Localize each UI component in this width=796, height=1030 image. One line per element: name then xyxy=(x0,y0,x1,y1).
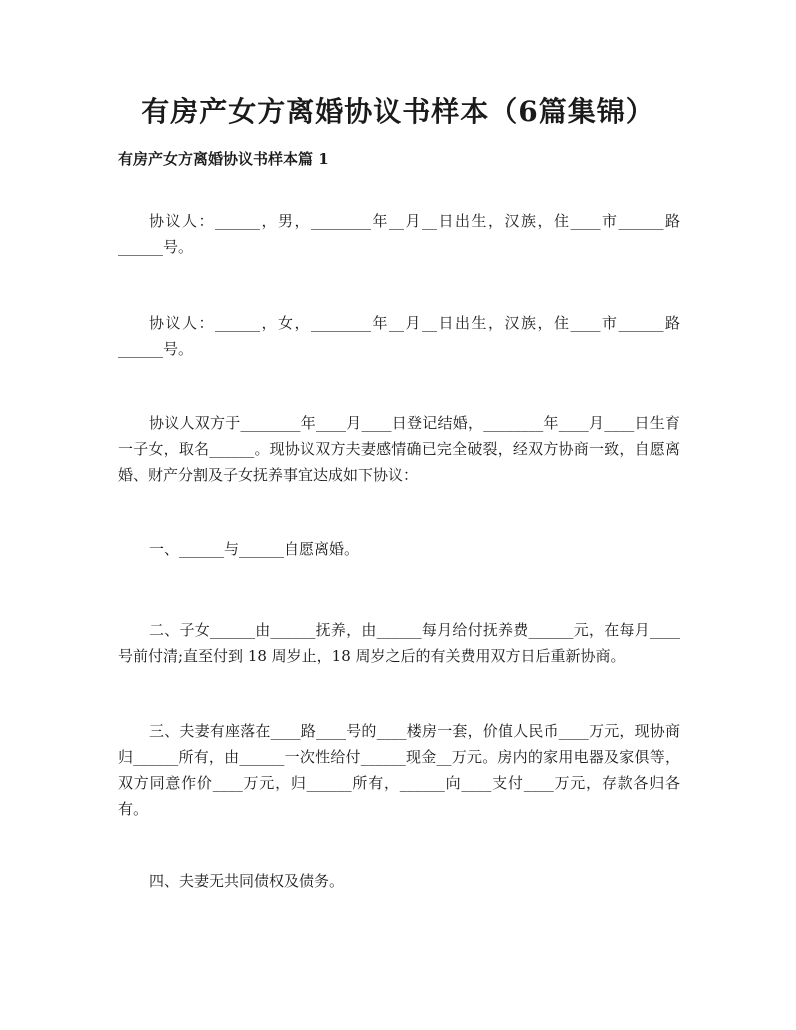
paragraph-clause-divorce: 一、______与______自愿离婚。 xyxy=(149,540,360,558)
section-heading: 有房产女方离婚协议书样本篇 1 xyxy=(118,150,329,168)
paragraph-clause-property: 三、夫妻有座落在____路____号的____楼房一套，价值人民币____万元，现协商归______所有，由______一次性给付______现金__万元。房内的家用电器及家俱等，双方同意作价____万元，归______所有，______向____支付____万元，存款各归各有。 xyxy=(118,722,680,818)
paragraph-marriage-background: 协议人双方于________年____月____日登记结婚，________年____月____日生育一子女，取名______。现协议双方夫妻感情确已完全破裂，经双方协商一致，自愿离婚、财产分割及子女抚养事宜达成如下协议： xyxy=(118,414,680,484)
paragraph-party-female: 协议人：______，女，________年__月__日出生，汉族，住____市______路______号。 xyxy=(118,314,680,358)
paragraph-clause-debts: 四、夫妻无共同债权及债务。 xyxy=(149,872,345,890)
document-title: 有房产女方离婚协议书样本（6篇集锦） xyxy=(141,95,655,128)
paragraph-party-male: 协议人：______，男，________年__月__日出生，汉族，住____市______路______号。 xyxy=(118,212,680,256)
paragraph-clause-child-custody: 二、子女______由______抚养，由______每月给付抚养费______元，在每月____号前付清;直至付到 18 周岁止，18 周岁之后的有关费用双方日后重新协商。 xyxy=(118,621,680,665)
